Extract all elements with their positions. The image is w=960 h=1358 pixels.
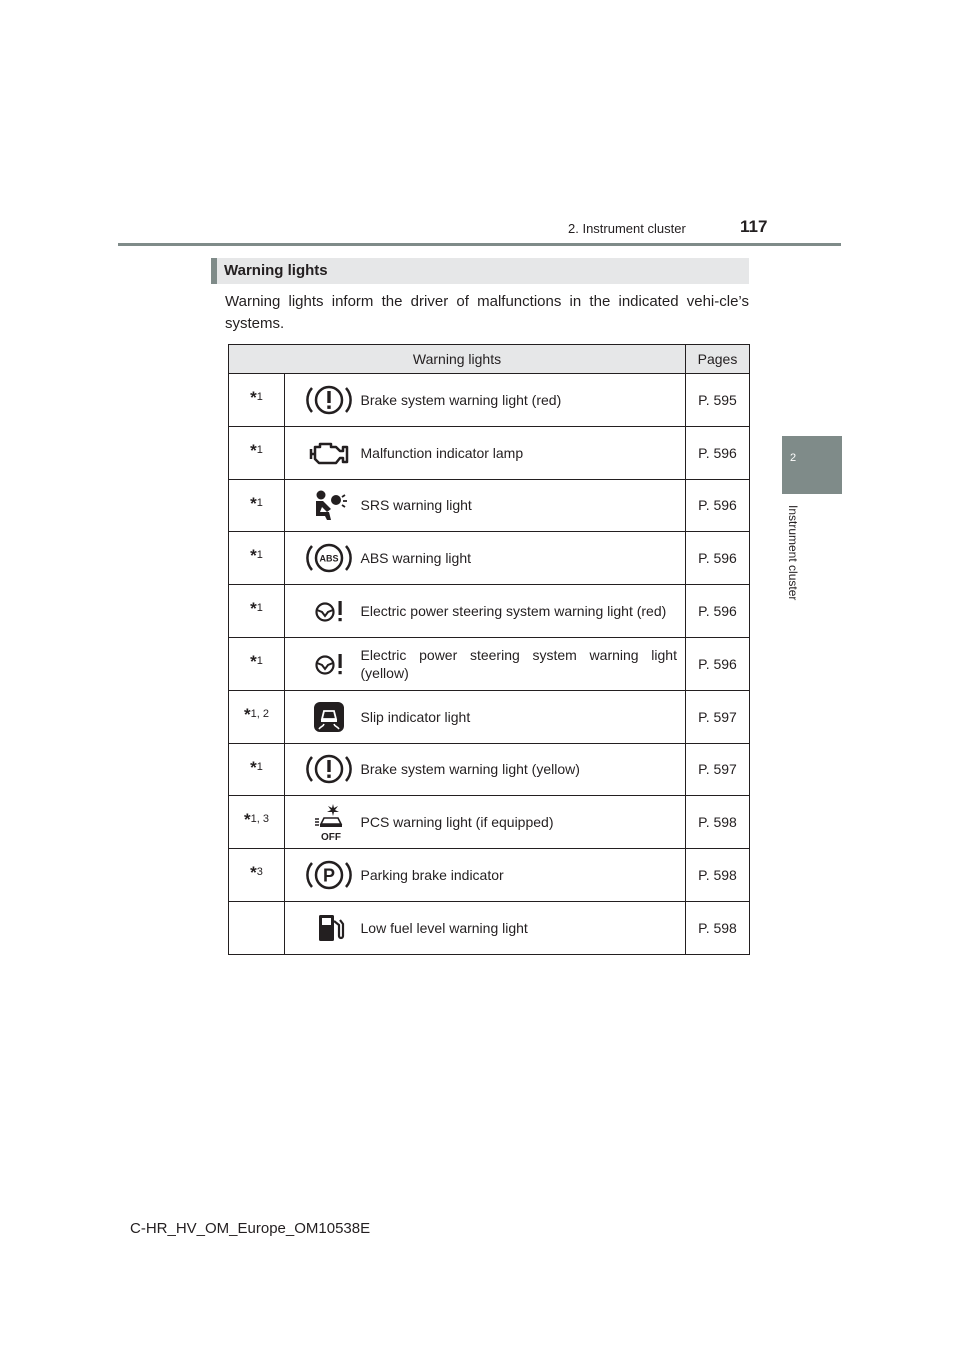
note-number: 1: [256, 602, 263, 615]
chapter-tab-number: 2: [790, 452, 797, 464]
page-reference: P. 598: [686, 901, 750, 954]
note-star: *: [250, 546, 257, 566]
abs-icon: [305, 540, 353, 576]
chapter-tab: [782, 436, 842, 494]
icon-cell: [285, 426, 357, 479]
section-header: 2. Instrument cluster: [568, 221, 686, 236]
icon-cell: [285, 585, 357, 638]
page-reference: P. 596: [686, 585, 750, 638]
page-number: 117: [740, 217, 768, 236]
table-row: [229, 901, 750, 954]
note-cell: [229, 426, 285, 479]
page-reference: P. 597: [686, 690, 750, 743]
description-cell: PCS warning light (if equipped): [357, 796, 686, 849]
airbag-icon: [305, 487, 353, 523]
pcs-off-icon: [305, 802, 353, 842]
note-star: *: [250, 493, 257, 513]
note-cell: [229, 585, 285, 638]
icon-cell: [285, 637, 357, 690]
page-reference: P. 596: [686, 479, 750, 532]
note-number: 3: [256, 866, 263, 879]
note-cell: [229, 637, 285, 690]
icon-cell: [285, 374, 357, 427]
note-cell: [229, 901, 285, 954]
table-row: [229, 374, 750, 427]
parking-brake-icon: [305, 857, 353, 893]
slip-icon: [305, 699, 353, 735]
page-reference: P. 596: [686, 426, 750, 479]
note-cell: [229, 743, 285, 796]
note-number: 1: [256, 391, 263, 403]
parking-brake-letter: P: [322, 865, 335, 886]
table-row: [229, 426, 750, 479]
brake-warning-icon: [305, 382, 353, 418]
column-header-lights: Warning lights: [229, 345, 686, 374]
note-cell: [229, 374, 285, 427]
note-star: *: [250, 440, 257, 460]
page-reference: P. 597: [686, 743, 750, 796]
power-steering-icon: [305, 593, 353, 629]
note-star: *: [250, 599, 257, 619]
page-reference: P. 598: [686, 796, 750, 849]
table-row: [229, 743, 750, 796]
brake-warning-icon: [305, 751, 353, 787]
page-reference: P. 596: [686, 637, 750, 690]
column-header-pages: Pages: [686, 345, 750, 374]
note-star: *: [250, 388, 257, 407]
icon-cell: [285, 901, 357, 954]
engine-icon: [305, 435, 353, 471]
description-cell: Slip indicator light: [357, 690, 686, 743]
note-cell: [229, 532, 285, 585]
note-number: 1: [256, 496, 263, 509]
table-row: [229, 532, 750, 585]
fuel-pump-icon: [305, 910, 353, 946]
power-steering-icon: [305, 646, 353, 682]
pcs-off-text: OFF: [320, 832, 341, 843]
note-number: 1: [256, 760, 263, 773]
description-cell: Brake system warning light (red): [357, 374, 686, 427]
description-cell: SRS warning light: [357, 479, 686, 532]
note-number: 1: [256, 549, 263, 562]
note-star: *: [250, 757, 257, 777]
intro-paragraph: Warning lights inform the driver of malfunctions in the indicated vehi-cle’s systems.: [225, 293, 749, 332]
icon-cell: [285, 690, 357, 743]
section-title-accent: [211, 258, 217, 284]
abs-icon-text: ABS: [318, 553, 339, 564]
note-cell: [229, 796, 285, 849]
page-reference: P. 598: [686, 849, 750, 902]
note-number: 1: [256, 654, 263, 667]
icon-cell: [285, 796, 357, 849]
note-star: *: [250, 863, 257, 883]
description-cell: Electric power steering system warning light (red): [357, 585, 686, 638]
note-cell: [229, 479, 285, 532]
table-row: [229, 796, 750, 849]
description-cell: Parking brake indicator: [357, 849, 686, 902]
page-reference: P. 595: [686, 374, 750, 427]
note-star: *: [244, 810, 251, 830]
note-star: *: [244, 704, 251, 724]
note-cell: [229, 690, 285, 743]
description-cell: Malfunction indicator lamp: [357, 426, 686, 479]
document-code: C-HR_HV_OM_Europe_OM10538E: [130, 1220, 371, 1237]
table-row: [229, 849, 750, 902]
header-divider: [118, 243, 841, 246]
section-title: Warning lights: [224, 262, 328, 279]
note-number: 1: [256, 443, 263, 456]
description-cell: ABS warning light: [357, 532, 686, 585]
note-star: *: [250, 651, 257, 671]
description-cell: Electric power steering system warning light (yellow): [357, 637, 686, 690]
chapter-tab-label: Instrument cluster: [786, 505, 800, 601]
note-cell: [229, 849, 285, 902]
table-row: [229, 637, 750, 690]
icon-cell: [285, 532, 357, 585]
table-header-row: [229, 345, 750, 374]
icon-cell: [285, 479, 357, 532]
warning-lights-table: [228, 344, 750, 955]
description-cell: Low fuel level warning light: [357, 901, 686, 954]
table-row: [229, 479, 750, 532]
table-row: [229, 585, 750, 638]
table-row: [229, 690, 750, 743]
note-number: 1, 2: [250, 707, 269, 720]
note-number: 1, 3: [250, 813, 269, 826]
page-reference: P. 596: [686, 532, 750, 585]
icon-cell: [285, 849, 357, 902]
description-cell: Brake system warning light (yellow): [357, 743, 686, 796]
icon-cell: [285, 743, 357, 796]
